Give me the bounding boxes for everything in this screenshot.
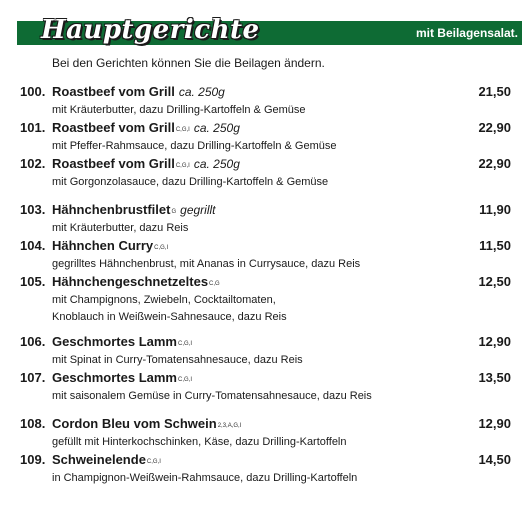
item-description: mit Kräuterbutter, dazu Drilling-Kartoffeln & Gemüse	[52, 104, 306, 116]
item-description: mit saisonalem Gemüse in Curry-Tomatensahnesauce, dazu Reis	[52, 390, 372, 402]
item-number: 104.	[20, 238, 46, 253]
item-number: 105.	[20, 274, 46, 289]
menu-item	[0, 154, 527, 191]
menu-item-line	[0, 82, 527, 102]
item-name-group	[52, 154, 240, 176]
item-price: 13,50	[478, 370, 511, 385]
menu-item-line	[0, 272, 527, 292]
allergen-codes: C,G	[209, 281, 220, 287]
section-subtitle: mit Beilagensalat.	[415, 26, 518, 40]
item-name-group	[52, 236, 168, 258]
section-title: Hauptgerichte	[41, 15, 260, 45]
allergen-codes: G	[171, 209, 177, 215]
item-price: 11,50	[479, 238, 511, 253]
item-name: Schweinelende	[52, 452, 146, 467]
item-number: 108.	[20, 416, 46, 431]
item-price: 12,50	[478, 274, 511, 289]
allergen-codes: C,G,I	[175, 127, 190, 133]
item-name-group	[52, 118, 240, 140]
item-description: gefüllt mit Hinterkochschinken, Käse, dazu Drilling-Kartoffeln	[52, 436, 347, 448]
item-price: 14,50	[478, 452, 511, 467]
menu-item-line	[0, 236, 527, 256]
allergen-codes: C,G,I	[178, 341, 193, 347]
item-price: 11,90	[479, 202, 511, 217]
item-extra: gegrillt	[180, 203, 216, 217]
menu-item-line	[0, 200, 527, 220]
allergen-codes: 2,3,A,G,I	[217, 423, 242, 429]
item-description: mit Champignons, Zwiebeln, Cocktailtomaten,	[52, 294, 276, 306]
allergen-codes: C,G,I	[154, 245, 169, 251]
item-name-group	[52, 332, 192, 354]
item-extra: ca. 250g	[193, 157, 240, 171]
item-name: Roastbeef vom Grill	[52, 84, 175, 99]
item-name-group	[52, 272, 220, 294]
item-number: 103.	[20, 202, 46, 217]
menu-item-line	[0, 154, 527, 174]
menu-item	[0, 272, 527, 326]
menu-item-line	[0, 450, 527, 470]
item-description: mit Pfeffer-Rahmsauce, dazu Drilling-Kartoffeln & Gemüse	[52, 140, 337, 152]
menu-item	[0, 332, 527, 369]
item-name-group	[52, 414, 241, 436]
item-number: 109.	[20, 452, 46, 467]
item-description: gegrilltes Hähnchenbrust, mit Ananas in Currysauce, dazu Reis	[52, 258, 361, 270]
item-number: 106.	[20, 334, 46, 349]
item-name: Hähnchen Curry	[52, 238, 154, 253]
item-description: Knoblauch in Weißwein-Sahnesauce, dazu Reis	[52, 311, 287, 323]
item-description: in Champignon-Weißwein-Rahmsauce, dazu Drilling-Kartoffeln	[52, 472, 358, 484]
menu-item	[0, 82, 527, 119]
item-number: 101.	[20, 120, 46, 135]
allergen-codes: C,G,I	[175, 163, 190, 169]
item-description: mit Kräuterbutter, dazu Reis	[52, 222, 189, 234]
item-name: Geschmortes Lamm	[52, 334, 177, 349]
item-price: 22,90	[478, 120, 511, 135]
menu-item	[0, 200, 527, 237]
item-name-group	[52, 368, 192, 390]
menu-item	[0, 368, 527, 405]
item-price: 22,90	[478, 156, 511, 171]
item-name: Hähnchengeschnetzeltes	[52, 274, 209, 289]
menu-item	[0, 450, 527, 487]
menu-item	[0, 236, 527, 273]
item-description: mit Gorgonzolasauce, dazu Drilling-Kartoffeln & Gemüse	[52, 176, 329, 188]
item-extra: ca. 250g	[178, 85, 225, 99]
item-name: Hähnchenbrustfilet	[52, 202, 171, 217]
menu-item-line	[0, 332, 527, 352]
menu-header	[17, 13, 522, 47]
menu-item	[0, 414, 527, 451]
item-number: 107.	[20, 370, 46, 385]
item-price: 21,50	[478, 84, 511, 99]
item-name-group	[52, 82, 225, 102]
item-name: Roastbeef vom Grill	[52, 120, 175, 135]
item-price: 12,90	[478, 416, 511, 431]
item-description: mit Spinat in Curry-Tomatensahnesauce, dazu Reis	[52, 354, 303, 366]
side-dish-note: Bei den Gerichten können Sie die Beilagen ändern.	[52, 56, 325, 70]
menu-item-line	[0, 368, 527, 388]
item-name-group	[52, 450, 161, 472]
item-number: 100.	[20, 84, 46, 99]
allergen-codes: C,G,I	[146, 459, 161, 465]
item-name-group	[52, 200, 216, 222]
menu-item-line	[0, 118, 527, 138]
item-price: 12,90	[478, 334, 511, 349]
item-name: Roastbeef vom Grill	[52, 156, 175, 171]
item-name: Cordon Bleu vom Schwein	[52, 416, 217, 431]
menu-item-line	[0, 414, 527, 434]
item-name: Geschmortes Lamm	[52, 370, 177, 385]
item-extra: ca. 250g	[193, 121, 240, 135]
menu-item	[0, 118, 527, 155]
item-number: 102.	[20, 156, 46, 171]
allergen-codes: C,G,I	[178, 377, 193, 383]
